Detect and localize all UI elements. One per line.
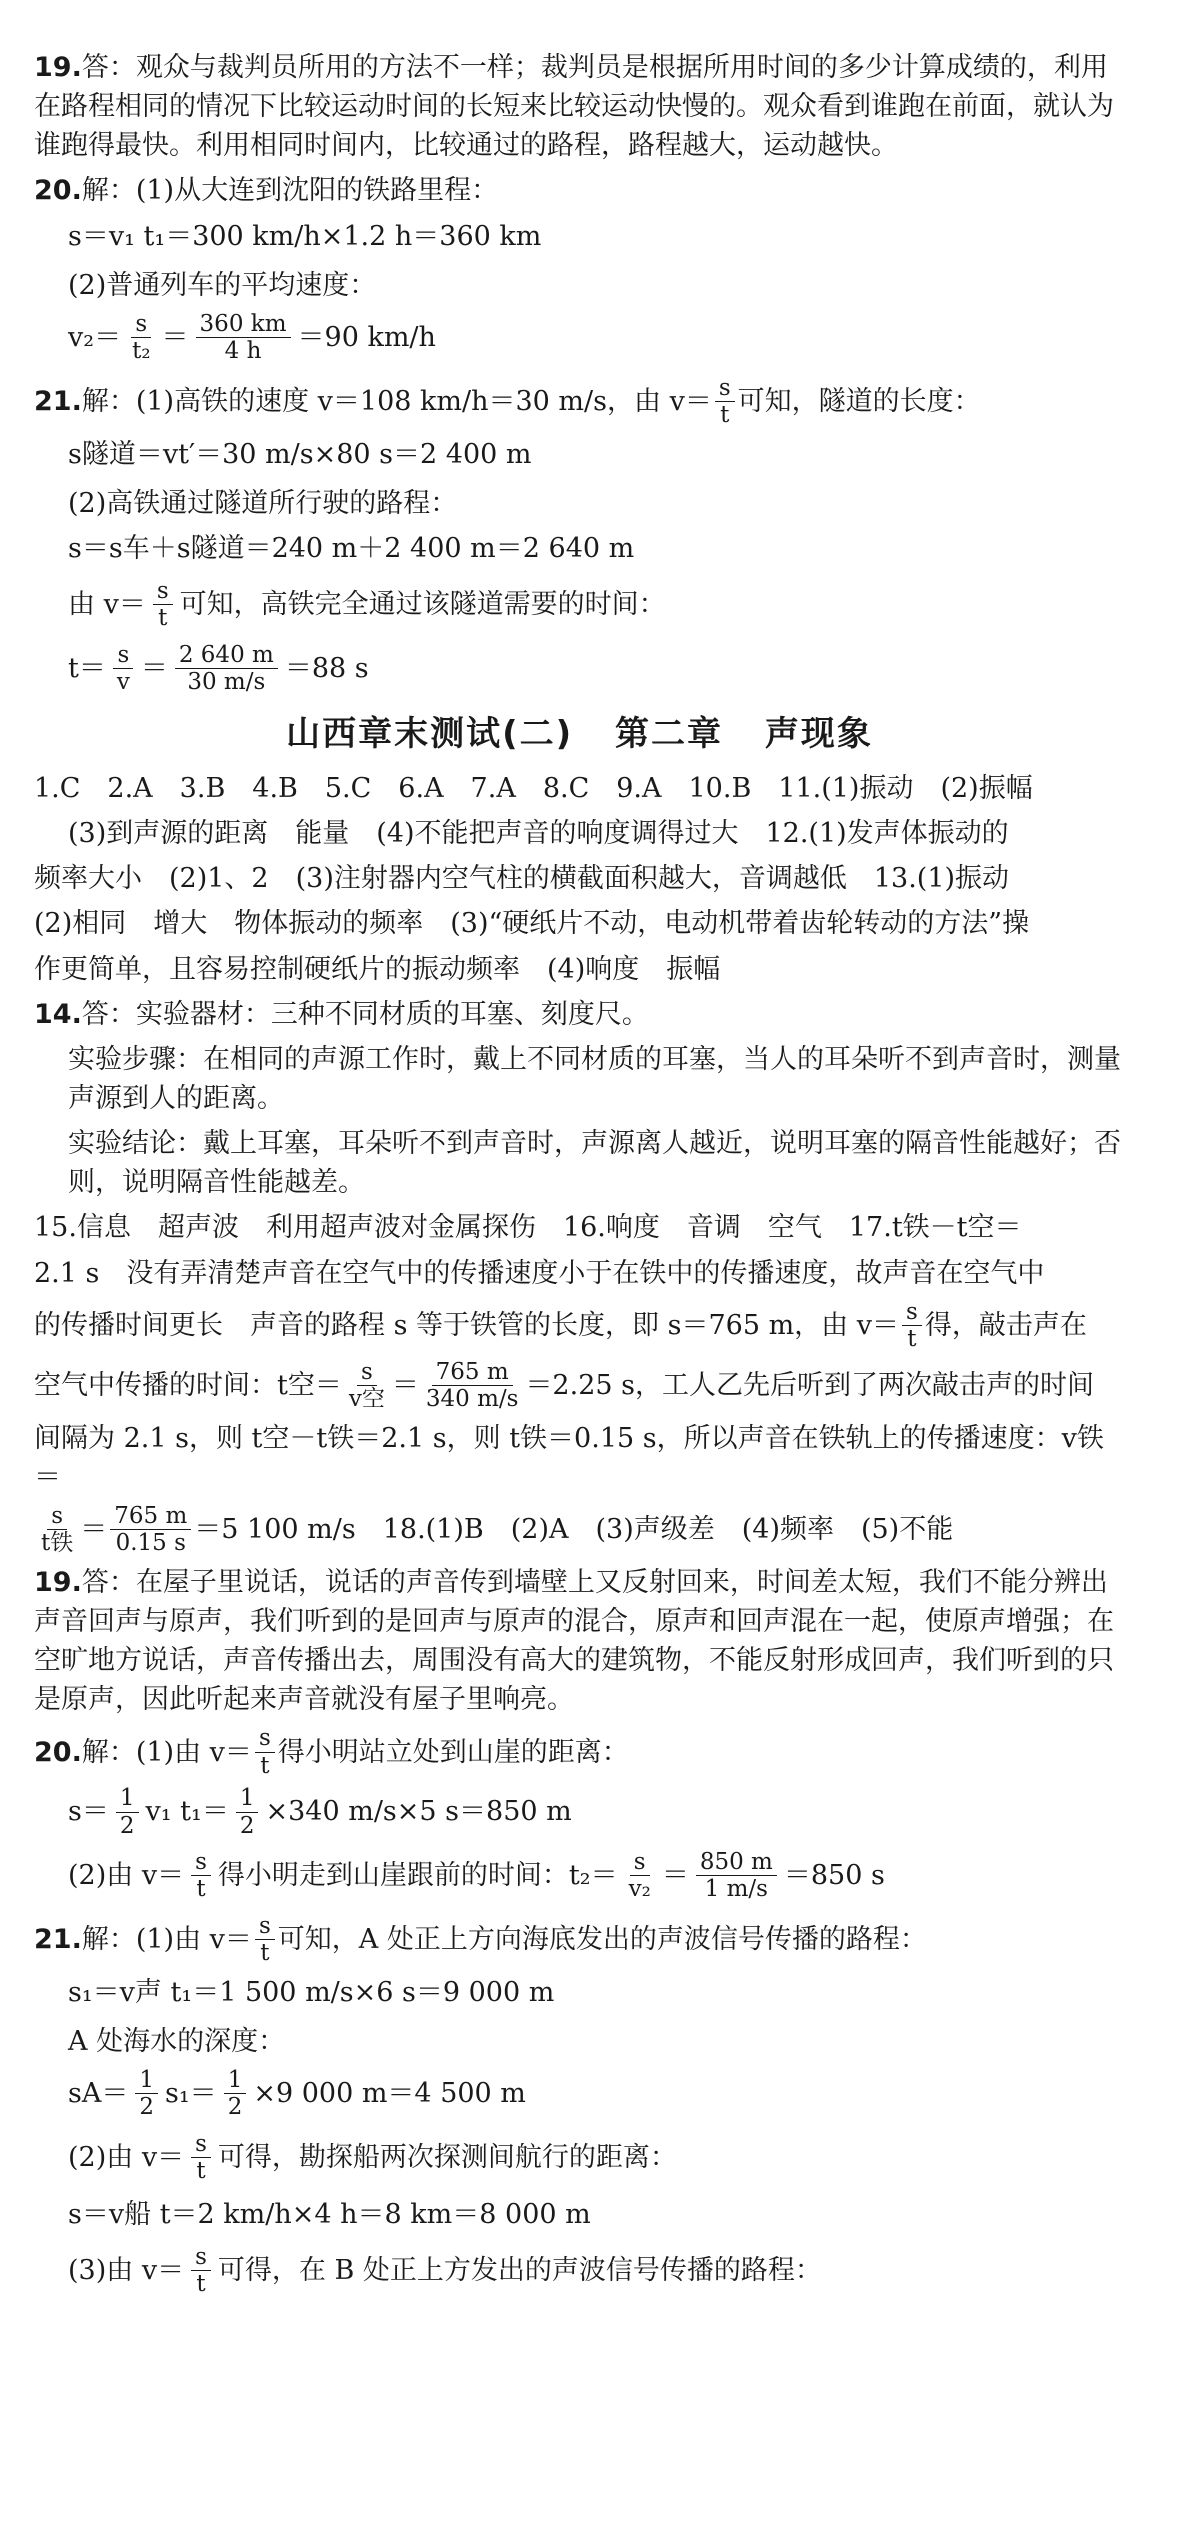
numerator: 2 640 m [175, 642, 278, 669]
fraction [135, 2067, 158, 2121]
denominator: 4 h [224, 338, 262, 365]
eq-text: ＝ [140, 653, 168, 685]
text: 可得，在 B 处正上方发出的声波信号传播的路程： [217, 2255, 822, 2287]
eq-text: t＝ [68, 653, 106, 685]
text: ＝2.25 s，工人乙先后听到了两次敲击声的时间 [525, 1369, 1094, 1401]
denominator: v空 [348, 1386, 385, 1413]
q15-line6 [34, 1503, 1125, 1557]
text: (3)由 v＝ [68, 2255, 185, 2287]
denominator: 0.15 s [115, 1530, 186, 1557]
text: 得小明走到山崖跟前的时间：t₂＝ [217, 1860, 618, 1892]
text: 由 v＝ [68, 589, 146, 621]
denominator: t铁 [41, 1530, 74, 1557]
denominator: 2 [139, 2094, 154, 2121]
mc-line3: 频率大小 (2)1、2 (3)注射器内空气柱的横截面积越大，音调越低 13.(1)振动 [34, 863, 1010, 895]
denominator: 2 [227, 2094, 243, 2121]
eq-text: ＝ [161, 322, 189, 354]
text: ＝5 100 m/s 18.(1)B (2)A (3)声级差 (4)频率 (5)不能 [194, 1514, 954, 1546]
denominator: t₂ [132, 338, 151, 365]
eq-text: v₁ t₁＝ [145, 1796, 229, 1828]
text: ＝ [80, 1514, 108, 1546]
q21b-line1 [34, 1913, 1125, 1967]
denominator: 340 m/s [425, 1386, 519, 1413]
q14-line2: 实验步骤：在相同的声源工作时，戴上不同材质的耳塞，当人的耳朵听不到声音时，测量声源到人的距离。 [68, 1043, 1121, 1115]
text: 可知，隧道的长度： [737, 386, 981, 418]
q21a-number: 21. [34, 386, 82, 418]
numerator: 765 m [432, 1359, 513, 1386]
q20a-eq2 [34, 311, 1125, 365]
q21b-eq2 [34, 2067, 1125, 2121]
eq-text: ＝88 s [284, 653, 369, 685]
denominator: t [720, 402, 730, 429]
section-title-part: 山西章末测试(二) [286, 713, 574, 754]
q19b-number: 19. [34, 1566, 82, 1598]
numerator: s [255, 1913, 275, 1940]
q15-line1: 15.信息 超声波 利用超声波对金属探伤 16.响度 音调 空气 17.t铁－t空＝ [34, 1212, 1022, 1244]
denominator: t [260, 1752, 270, 1779]
numerator: s [153, 578, 173, 605]
text: 可得，勘探船两次探测间航行的距离： [217, 2142, 677, 2174]
denominator: 30 m/s [187, 669, 266, 696]
q15-line3 [34, 1299, 1125, 1353]
eq-text: s＝ [68, 1796, 109, 1828]
denominator: t [196, 2158, 206, 2185]
numerator: 1 [116, 1785, 139, 1812]
q20a-number: 20. [34, 175, 82, 207]
text: (2)由 v＝ [68, 1860, 185, 1892]
denominator: v [116, 669, 130, 696]
fraction [696, 1849, 777, 1903]
q20a-line2: (2)普通列车的平均速度： [68, 269, 377, 301]
numerator: s [113, 642, 133, 669]
q14-line1-text: 答：实验器材：三种不同材质的耳塞、刻度尺。 [81, 998, 649, 1030]
section-title [34, 710, 1125, 759]
mc-line4: (2)相同 增大 物体振动的频率 (3)“硬纸片不动，电动机带着齿轮转动的方法”操 [34, 908, 1030, 940]
text: 解：(1)由 v＝ [81, 1924, 252, 1956]
q21b-eq1: s₁＝v声 t₁＝1 500 m/s×6 s＝9 000 m [68, 1976, 555, 2008]
denominator: t [196, 1876, 206, 1903]
fraction [191, 1849, 211, 1903]
q20b-line2 [34, 1849, 1125, 1903]
text: 得，敲击声在 [924, 1310, 1087, 1342]
q21b-line2: A 处海水的深度： [68, 2025, 286, 2057]
q20a-line1 [34, 171, 1125, 210]
fraction [153, 578, 173, 632]
eq-text: ×340 m/s×5 s＝850 m [265, 1796, 572, 1828]
fraction [902, 1299, 922, 1353]
q21b-line3 [34, 2131, 1125, 2185]
fraction [224, 2067, 247, 2121]
denominator: 2 [239, 1812, 255, 1839]
denominator: t [158, 605, 168, 632]
q20b-line1 [34, 1725, 1125, 1779]
text: 可知，高铁完全通过该隧道需要的时间： [179, 589, 666, 621]
fraction [128, 311, 154, 365]
mc-line2: (3)到声源的距离 能量 (4)不能把声音的响度调得过大 12.(1)发声体振动的 [68, 818, 1009, 850]
q21b-eq3: s＝v船 t＝2 km/h×4 h＝8 km＝8 000 m [68, 2198, 591, 2230]
q20a-eq1: s＝v₁ t₁＝300 km/h×1.2 h＝360 km [68, 220, 542, 252]
numerator: 1 [236, 1785, 259, 1812]
fraction [191, 2131, 211, 2185]
numerator: s [191, 2131, 211, 2158]
text: 空气中传播的时间：t空＝ [34, 1369, 342, 1401]
fraction [422, 1359, 523, 1413]
fraction [37, 1503, 77, 1557]
text: 的传播时间更长 声音的路程 s 等于铁管的长度，即 s＝765 m，由 v＝ [34, 1310, 900, 1342]
fraction [196, 311, 291, 365]
text: (2)由 v＝ [68, 2142, 185, 2174]
fraction [116, 1785, 139, 1839]
q21a-line2: (2)高铁通过隧道所行驶的路程： [68, 487, 458, 519]
q21a-line3 [34, 578, 1125, 632]
fraction [715, 375, 735, 429]
text: ＝ [391, 1369, 419, 1401]
fraction [255, 1913, 275, 1967]
q20a-line1-text: 解：(1)从大连到沈阳的铁路里程： [81, 175, 499, 207]
text: 得小明站立处到山崖的距离： [277, 1736, 629, 1768]
fraction [236, 1785, 259, 1839]
denominator: t [196, 2271, 206, 2298]
numerator: s [191, 1849, 211, 1876]
denominator: t [260, 1940, 270, 1967]
numerator: 850 m [696, 1849, 777, 1876]
numerator: s [255, 1725, 275, 1752]
q19b-paragraph [34, 1563, 1125, 1720]
q21a-eq1: s隧道＝vt′＝30 m/s×80 s＝2 400 m [68, 438, 532, 470]
denominator: 2 [119, 1812, 135, 1839]
eq-text: sA＝ [68, 2078, 129, 2110]
denominator: t [907, 1326, 917, 1353]
text: ＝ [661, 1860, 689, 1892]
fraction [113, 642, 134, 696]
q15-line4 [34, 1359, 1125, 1413]
q19a-paragraph [34, 48, 1125, 165]
section-title-chapter: 第二章 [615, 713, 724, 754]
fraction [345, 1359, 389, 1413]
numerator: 765 m [110, 1503, 191, 1530]
fraction [625, 1849, 655, 1903]
q14-line1 [34, 995, 1125, 1034]
q15-line5: 间隔为 2.1 s，则 t空－t铁＝2.1 s，则 t铁＝0.15 s，所以声音在铁轨上的传播速度：v铁＝ [34, 1422, 1104, 1493]
section-title-topic: 声现象 [764, 713, 873, 754]
denominator: v₂ [628, 1876, 651, 1903]
q14-line3: 实验结论：戴上耳塞，耳朵听不到声音时，声源离人越近，说明耳塞的隔音性能越好；否则，说明隔音性能越差。 [68, 1128, 1121, 1199]
denominator: 1 m/s [704, 1876, 768, 1903]
fraction [191, 2244, 211, 2298]
numerator: s [131, 311, 151, 338]
q19a-number: 19. [34, 52, 82, 83]
numerator: 360 km [196, 311, 291, 338]
q21a-line1 [34, 375, 1125, 429]
q19b-text: 答：在屋子里说话，说话的声音传到墙壁上又反射回来，时间差太短，我们不能分辨出声音回声与原声，我们听到的是回声与原声的混合，原声和回声混在一起，使原声增强；在空旷地方说话，声音传播出去，周围没有高大的建筑物，不能反射形成回声，我们听到的只是原声，因此听起来声音就没有屋子里响亮。 [34, 1566, 1114, 1716]
numerator: s [902, 1299, 922, 1326]
numerator: s [191, 2244, 211, 2271]
numerator: s [47, 1503, 67, 1530]
q19a-text: 答：观众与裁判员所用的方法不一样；裁判员是根据所用时间的多少计算成绩的，利用在路程相同的情况下比较运动时间的长短来比较运动快慢的。观众看到谁跑在前面，就认为谁跑得最快。利用相同时间内，比较通过的路程，路程越大，运动越快。 [34, 52, 1114, 162]
text: 可知，A 处正上方向海底发出的声波信号传播的路程： [277, 1924, 927, 1956]
numerator: s [357, 1359, 377, 1386]
q20b-number: 20. [34, 1736, 82, 1768]
text: 解：(1)由 v＝ [81, 1736, 252, 1768]
fraction [175, 642, 278, 696]
eq-text: s₁＝ [165, 2078, 217, 2110]
q21a-eq2: s＝s车＋s隧道＝240 m＋2 400 m＝2 640 m [68, 532, 635, 564]
q21a-eq3 [34, 642, 1125, 696]
numerator: s [630, 1849, 650, 1876]
fraction [255, 1725, 275, 1779]
text: 解：(1)高铁的速度 v＝108 km/h＝30 m/s，由 v＝ [81, 386, 712, 418]
numerator: 1 [135, 2067, 158, 2094]
eq-text: v₂＝ [68, 322, 122, 354]
eq-text: ＝90 km/h [297, 322, 436, 354]
q20b-eq1 [34, 1785, 1125, 1839]
numerator: 1 [224, 2067, 247, 2094]
text: ＝850 s [783, 1860, 885, 1892]
q15-line2: 2.1 s 没有弄清楚声音在空气中的传播速度小于在铁中的传播速度，故声音在空气中 [34, 1257, 1045, 1289]
mc-line5: 作更简单，且容易控制硬纸片的振动频率 (4)响度 振幅 [34, 953, 721, 985]
fraction [110, 1503, 191, 1557]
numerator: s [715, 375, 735, 402]
eq-text: ×9 000 m＝4 500 m [253, 2078, 526, 2110]
q14-number: 14. [34, 998, 82, 1030]
q21b-number: 21. [34, 1924, 82, 1956]
q21b-line4 [34, 2244, 1125, 2298]
mc-line1: 1.C 2.A 3.B 4.B 5.C 6.A 7.A 8.C 9.A 10.B 11.(1)振动 (2)振幅 [34, 773, 1033, 805]
